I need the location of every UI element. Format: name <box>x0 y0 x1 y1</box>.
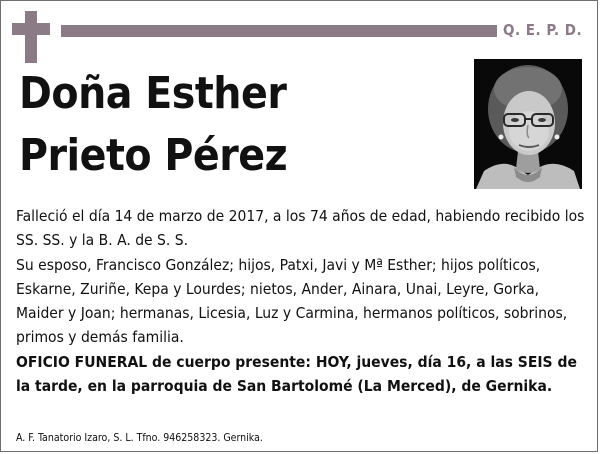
header-rule <box>61 25 497 37</box>
deceased-name-line2: Prieto Pérez <box>19 130 288 181</box>
family-text: Su esposo, Francisco González; hijos, Patxi, Javi y Mª Esther; hijos políticos, Eskarne, Zuriñe, Kepa y Lourdes; nietos, Ander, Ainara, Unai, Leyre, Gorka, Maider y Joan; hermanas, Licesia, Luz y Carmina, hermanos políticos, sobrinos, primos y demás familia. <box>16 256 568 346</box>
portrait-photo <box>474 59 582 189</box>
death-notice-text: Falleció el día 14 de marzo de 2017, a los 74 años de edad, habiendo recibido los SS. SS. y la B. A. de S. S. <box>16 207 585 249</box>
funeral-text: OFICIO FUNERAL de cuerpo presente: HOY, jueves, día 16, a las SEIS de la tarde, en la parroquia de San Bartolomé (La Merced), de Gernika. <box>16 353 577 395</box>
qepd-label: Q. E. P. D. <box>503 21 583 39</box>
portrait-image <box>474 59 582 189</box>
cross-icon <box>25 11 37 63</box>
funeral-home-footer: A. F. Tanatorio Izaro, S. L. Tfno. 946258323. Gernika. <box>16 432 263 444</box>
deceased-name-line1: Doña Esther <box>19 68 287 119</box>
cross-icon-bar <box>12 23 50 35</box>
